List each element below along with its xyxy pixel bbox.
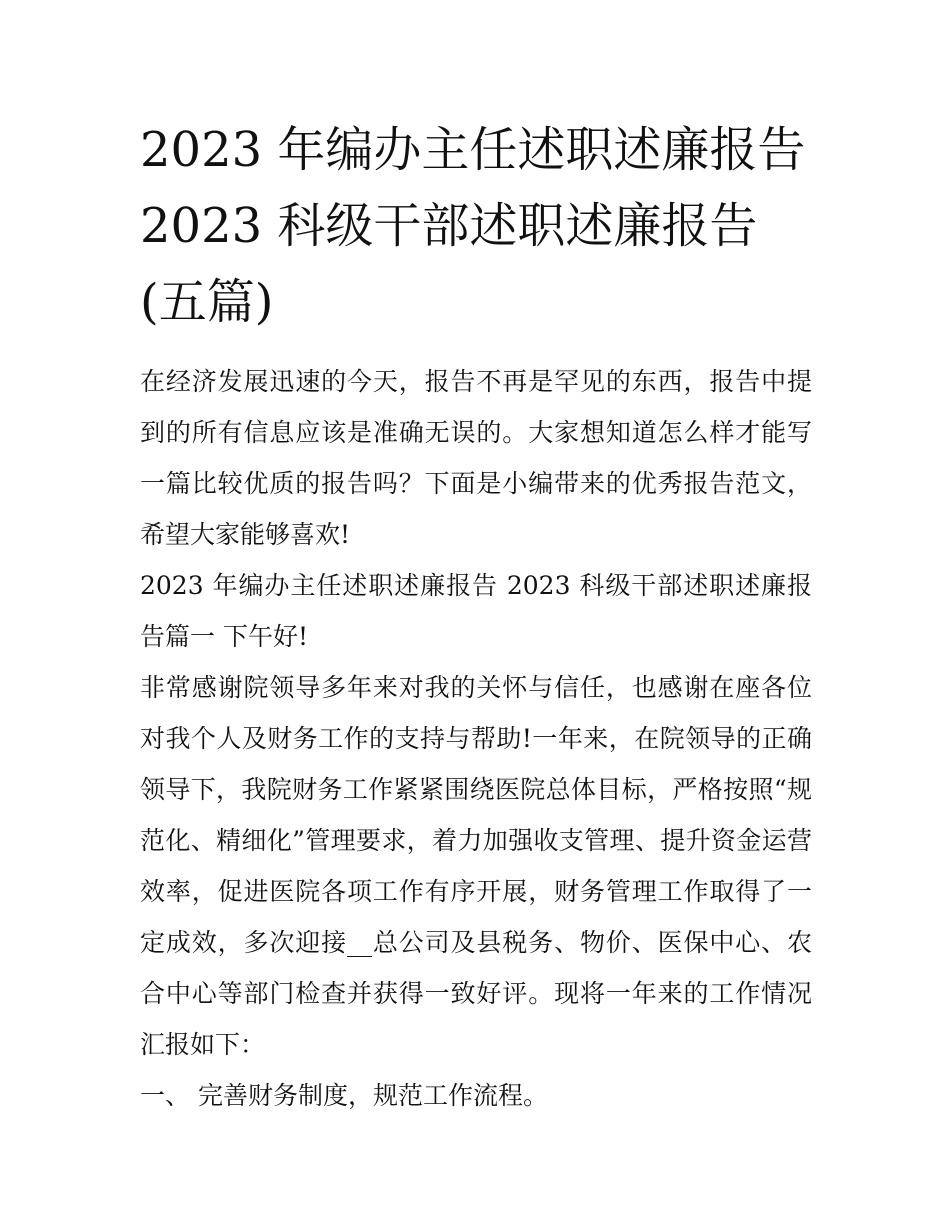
chapter-heading-paragraph: 2023 年编办主任述职述廉报告 2023 科级干部述职述廉报告篇一 下午好! [140, 571, 812, 651]
title-line-1: 2023 年编办主任述职述廉报告 [140, 122, 806, 178]
intro-paragraph: 在经济发展迅速的今天，报告不再是罕见的东西，报告中提到的所有信息应该是准确无误的。大家想知道怎么样才能写一篇比较优质的报告吗？下面是小编带来的优秀报告范文，希望大家能够喜欢! [140, 367, 812, 549]
title-line-3: (五篇) [140, 274, 274, 330]
title-line-2: 2023 科级干部述职述廉报告 [140, 198, 758, 254]
section-heading-one: 一、 完善财务制度，规范工作流程。 [140, 1081, 548, 1110]
document-page [140, 112, 812, 1121]
report-body-paragraph: 非常感谢院领导多年来对我的关怀与信任，也感谢在座各位对我个人及财务工作的支持与帮助!一年来，在院领导的正确领导下，我院财务工作紧紧围绕医院总体目标，严格按照“规范化、精细化”管理要求，着力加强收支管理、提升资金运营效率，促进医院各项工作有序开展，财务管理工作取得了一定成效，多次迎接__总公司及县税务、物价、医保中心、农合中心等部门检查并获得一致好评。现将一年来的工作情况汇报如下： [140, 673, 812, 1059]
document-title [140, 112, 812, 340]
